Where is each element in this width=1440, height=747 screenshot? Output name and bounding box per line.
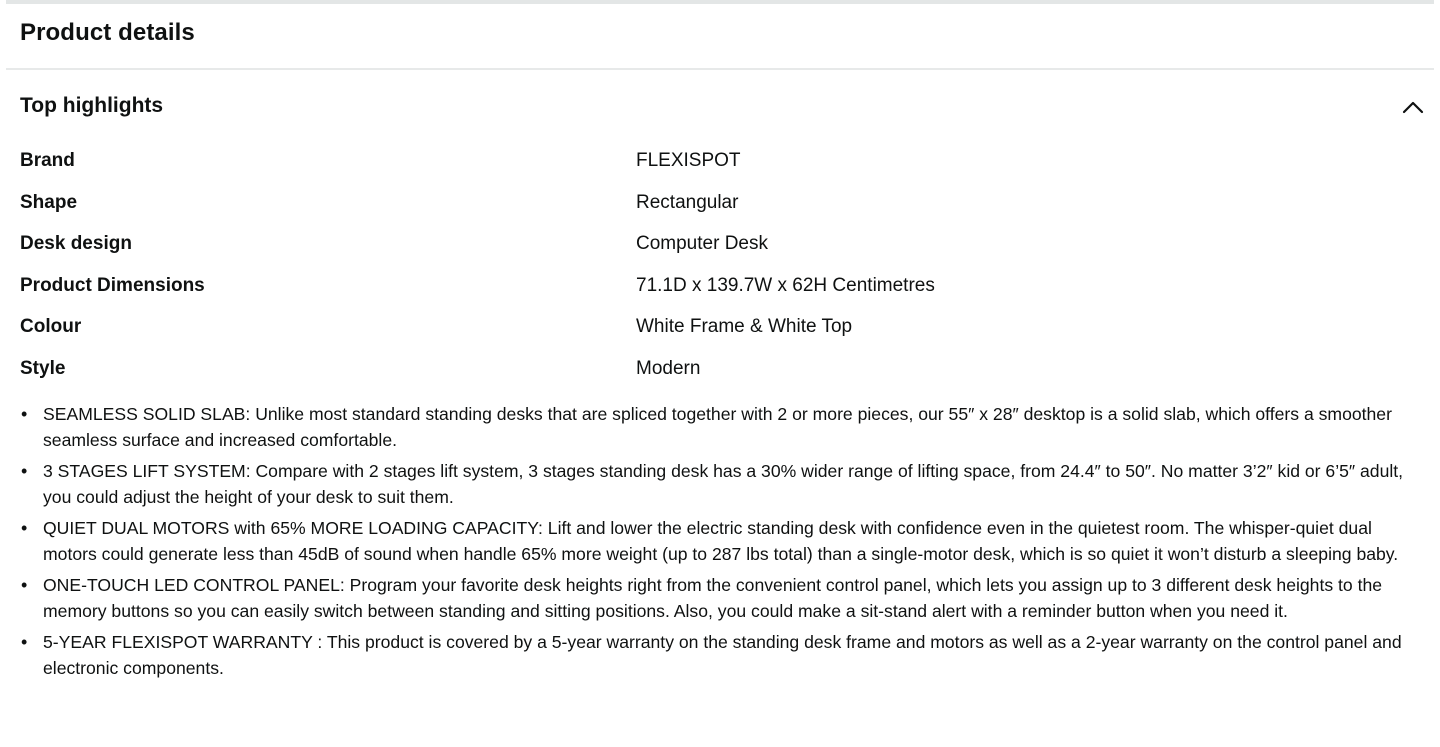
attribute-value: Computer Desk: [636, 233, 768, 255]
feature-bullet-list: [20, 402, 1424, 687]
attribute-row-dimensions: [20, 265, 1420, 307]
attribute-label: Product Dimensions: [20, 274, 205, 296]
attribute-value: Modern: [636, 357, 701, 379]
feature-bullet-text: QUIET DUAL MOTORS with 65% MORE LOADING CAPACITY: Lift and lower the electric standing desk with confidence even in the quietest room. The whisper-quiet dual motors could generate less than 45dB of sound when handle 65% more weight (up to 287 lbs total) than a single-motor desk, which is so quiet it won’t disturb a sleeping baby.: [43, 518, 1399, 564]
bullet-dot: •: [21, 461, 28, 481]
feature-bullet-text: 5-YEAR FLEXISPOT WARRANTY : This product is covered by a 5-year warranty on the standing desk frame and motors as well as a 2-year warranty on the control panel and electronic components.: [43, 632, 1402, 678]
section-title: Product details: [20, 19, 195, 46]
section-divider: [6, 68, 1434, 70]
feature-bullet: [20, 459, 1424, 510]
bullet-dot: •: [21, 518, 28, 538]
attribute-label: Brand: [20, 150, 75, 171]
attribute-label: Shape: [20, 191, 78, 213]
bullet-dot: •: [21, 575, 28, 595]
attribute-row-shape: [20, 182, 1420, 224]
attribute-row-style: [20, 348, 1420, 390]
attribute-row-brand: [20, 140, 1420, 182]
attribute-value: White Frame & White Top: [636, 316, 853, 338]
bullet-dot: •: [21, 632, 28, 652]
attribute-row-colour: [20, 306, 1420, 348]
attribute-label: Colour: [20, 316, 82, 338]
attribute-value: Rectangular: [636, 191, 739, 213]
attribute-label: Desk design: [20, 233, 132, 255]
feature-bullet: [20, 573, 1424, 624]
feature-bullet: [20, 630, 1424, 681]
attribute-label: Style: [20, 357, 66, 379]
top-divider: [6, 0, 1434, 4]
attribute-value: FLEXISPOT: [636, 150, 741, 171]
collapse-toggle-button[interactable]: [1398, 92, 1428, 122]
bullet-dot: •: [21, 404, 28, 424]
feature-bullet-text: 3 STAGES LIFT SYSTEM: Compare with 2 stages lift system, 3 stages standing desk has a 30% wider range of lifting space, from 24.4″ to 50″. No matter 3’2″ kid or 6’5″ adult, you could adjust the height of your desk to suit them.: [43, 461, 1404, 507]
feature-bullet: [20, 516, 1424, 567]
top-highlights-header[interactable]: [0, 92, 1440, 124]
chevron-up-icon: [1402, 100, 1424, 114]
attributes-table: [20, 140, 1420, 390]
feature-bullet-text: ONE-TOUCH LED CONTROL PANEL: Program your favorite desk heights right from the convenient control panel, which lets you assign up to 3 different desk heights to the memory buttons so you can easily switch between standing and sitting positions. Also, you could make a sit-stand alert with a reminder button when you need it.: [43, 575, 1383, 621]
attribute-row-desk-design: [20, 223, 1420, 265]
attribute-value: 71.1D x 139.7W x 62H Centimetres: [636, 274, 935, 296]
top-highlights-title: Top highlights: [20, 94, 164, 117]
feature-bullet: [20, 402, 1424, 453]
feature-bullet-text: SEAMLESS SOLID SLAB: Unlike most standard standing desks that are spliced together with 2 or more pieces, our 55″ x 28″ desktop is a solid slab, which offers a smoother seamless surface and increased comfortable.: [43, 404, 1392, 450]
